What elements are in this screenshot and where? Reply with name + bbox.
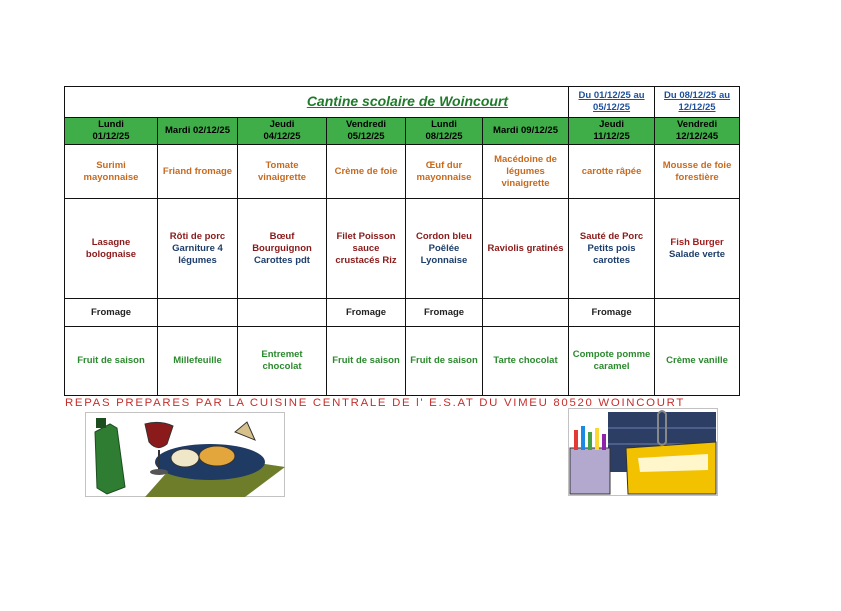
- period-1-line1: Du 01/12/25 au: [578, 90, 645, 101]
- dessert-cell: [406, 327, 483, 396]
- desserts-row: [65, 327, 740, 396]
- day-header: [327, 118, 406, 145]
- day-label: Mardi 02/12/25: [165, 125, 230, 136]
- day-label: Lundi: [431, 119, 457, 130]
- menu-table: [64, 86, 740, 396]
- entree-cell: [406, 145, 483, 199]
- entree-cell-line: forestière: [675, 171, 719, 183]
- dessert-cell: [238, 327, 327, 396]
- plat-cell: [238, 199, 327, 299]
- entree-cell-line: légumes: [506, 165, 545, 177]
- pencils-folder-image: [568, 408, 718, 496]
- plat-line: Lasagne: [91, 236, 131, 248]
- dessert-cell-line: caramel: [593, 361, 630, 372]
- entree-cell: [569, 145, 655, 199]
- fromage-cell: [655, 299, 740, 327]
- fromage-cell: [158, 299, 238, 327]
- dessert-cell: [569, 327, 655, 396]
- dessert-cell-line: Entremet: [261, 349, 303, 360]
- day-header: [406, 118, 483, 145]
- period-2-line1: Du 08/12/25 au: [664, 90, 731, 101]
- day-header: [483, 118, 569, 145]
- period-2: [655, 87, 740, 118]
- day-label: Vendredi: [676, 119, 718, 130]
- dessert-cell-line: Fruit de saison: [77, 355, 145, 366]
- day-date: 01/12/25: [92, 131, 130, 142]
- fromages-row: [65, 299, 740, 327]
- entree-cell-line: vinaigrette: [257, 171, 307, 183]
- plat-line: crustacés Riz: [335, 254, 397, 266]
- plat-line: Bœuf: [269, 230, 295, 242]
- day-label: Lundi: [98, 119, 124, 130]
- dessert-cell: [327, 327, 406, 396]
- days-row: [65, 118, 740, 145]
- dessert-cell-line: Crème vanille: [666, 355, 728, 366]
- entree-cell: [238, 145, 327, 199]
- day-label: Mardi 09/12/25: [493, 125, 558, 136]
- plat-cell: [158, 199, 238, 299]
- dessert-cell-line: Fruit de saison: [410, 355, 478, 366]
- entree-cell-line: mayonnaise: [416, 171, 472, 183]
- day-label: Jeudi: [599, 119, 624, 130]
- entree-cell-line: carotte râpée: [581, 165, 642, 177]
- plat-cell: [65, 199, 158, 299]
- plat-cell: [327, 199, 406, 299]
- plat-line: Rôti de porc: [169, 230, 226, 242]
- plat-line: Sauté de Porc: [579, 230, 644, 242]
- wine-cheese-image: [85, 412, 285, 497]
- plats-row: [65, 199, 740, 299]
- dessert-cell: [65, 327, 158, 396]
- day-date: 05/12/25: [347, 131, 385, 142]
- day-date: 11/12/25: [593, 131, 630, 142]
- dessert-cell-line: Compote pomme: [572, 349, 651, 360]
- menu-title: Cantine scolaire de Woincourt: [306, 92, 509, 109]
- plat-cell: [655, 199, 740, 299]
- day-date: 08/12/25: [425, 131, 463, 142]
- fromage-cell: Fromage: [327, 299, 406, 327]
- plat-line: Petits pois: [587, 242, 636, 254]
- dessert-cell: [158, 327, 238, 396]
- plat-line: Bourguignon: [252, 242, 312, 254]
- period-1-line2: 05/12/25: [593, 102, 631, 113]
- entree-cell-line: vinaigrette: [501, 177, 550, 189]
- entree-cell: [655, 145, 740, 199]
- dessert-cell: [483, 327, 569, 396]
- plat-cell: [406, 199, 483, 299]
- entree-cell: [327, 145, 406, 199]
- entrees-row: [65, 145, 740, 199]
- day-label: Vendredi: [345, 119, 387, 130]
- entree-cell-line: Mousse de foie: [662, 159, 732, 171]
- plat-line: Filet Poisson: [336, 230, 396, 242]
- plat-line: Poêlée: [428, 242, 460, 254]
- day-header: [65, 118, 158, 145]
- entree-cell-line: Surimi: [96, 159, 126, 171]
- fromage-cell: Fromage: [406, 299, 483, 327]
- dessert-cell-line: Tarte chocolat: [493, 355, 558, 366]
- fromage-cell: [238, 299, 327, 327]
- day-header: [655, 118, 740, 145]
- plat-line: Cordon bleu: [416, 230, 472, 242]
- plat-line: Garniture 4: [172, 242, 223, 254]
- entree-cell-line: mayonnaise: [83, 171, 139, 183]
- dessert-cell-line: Millefeuille: [173, 355, 222, 366]
- plat-line: sauce: [352, 242, 380, 254]
- plat-line: carottes: [593, 254, 631, 266]
- fromage-cell: Fromage: [569, 299, 655, 327]
- plat-cell: [569, 199, 655, 299]
- entree-cell-line: Œuf dur: [425, 159, 463, 171]
- footer-note: REPAS PREPARES PAR LA CUISINE CENTRALE DE l' E.S.AT DU VIMEU 80520 WOINCOURT: [65, 397, 686, 409]
- plat-line: Raviolis gratinés: [487, 242, 564, 254]
- day-date: 12/12/245: [675, 131, 719, 142]
- fromage-cell: Fromage: [65, 299, 158, 327]
- plat-line: Carottes pdt: [254, 254, 310, 266]
- entree-cell: [65, 145, 158, 199]
- day-header: [569, 118, 655, 145]
- plat-line: Fish Burger: [670, 236, 724, 248]
- dessert-cell-line: Fruit de saison: [332, 355, 400, 366]
- dessert-cell-line: chocolat: [262, 361, 302, 372]
- title-cell: [65, 87, 569, 118]
- plat-line: légumes: [178, 254, 217, 266]
- entree-cell: [158, 145, 238, 199]
- entree-cell: [483, 145, 569, 199]
- plat-cell: [483, 199, 569, 299]
- plat-line: Salade verte: [669, 248, 726, 260]
- period-2-line2: 12/12/25: [678, 102, 716, 113]
- dessert-cell: [655, 327, 740, 396]
- day-date: 04/12/25: [263, 131, 301, 142]
- period-1: [569, 87, 655, 118]
- fromage-cell: [483, 299, 569, 327]
- plat-line: bolognaise: [85, 248, 137, 260]
- plat-line: Lyonnaise: [420, 254, 468, 266]
- day-label: Jeudi: [269, 119, 295, 130]
- entree-cell-line: Tomate: [265, 159, 299, 171]
- day-header: [158, 118, 238, 145]
- title-row: [65, 87, 740, 118]
- entree-cell-line: Crème de foie: [334, 165, 398, 177]
- day-header: [238, 118, 327, 145]
- entree-cell-line: Macédoine de: [494, 153, 557, 165]
- entree-cell-line: Friand fromage: [162, 165, 233, 177]
